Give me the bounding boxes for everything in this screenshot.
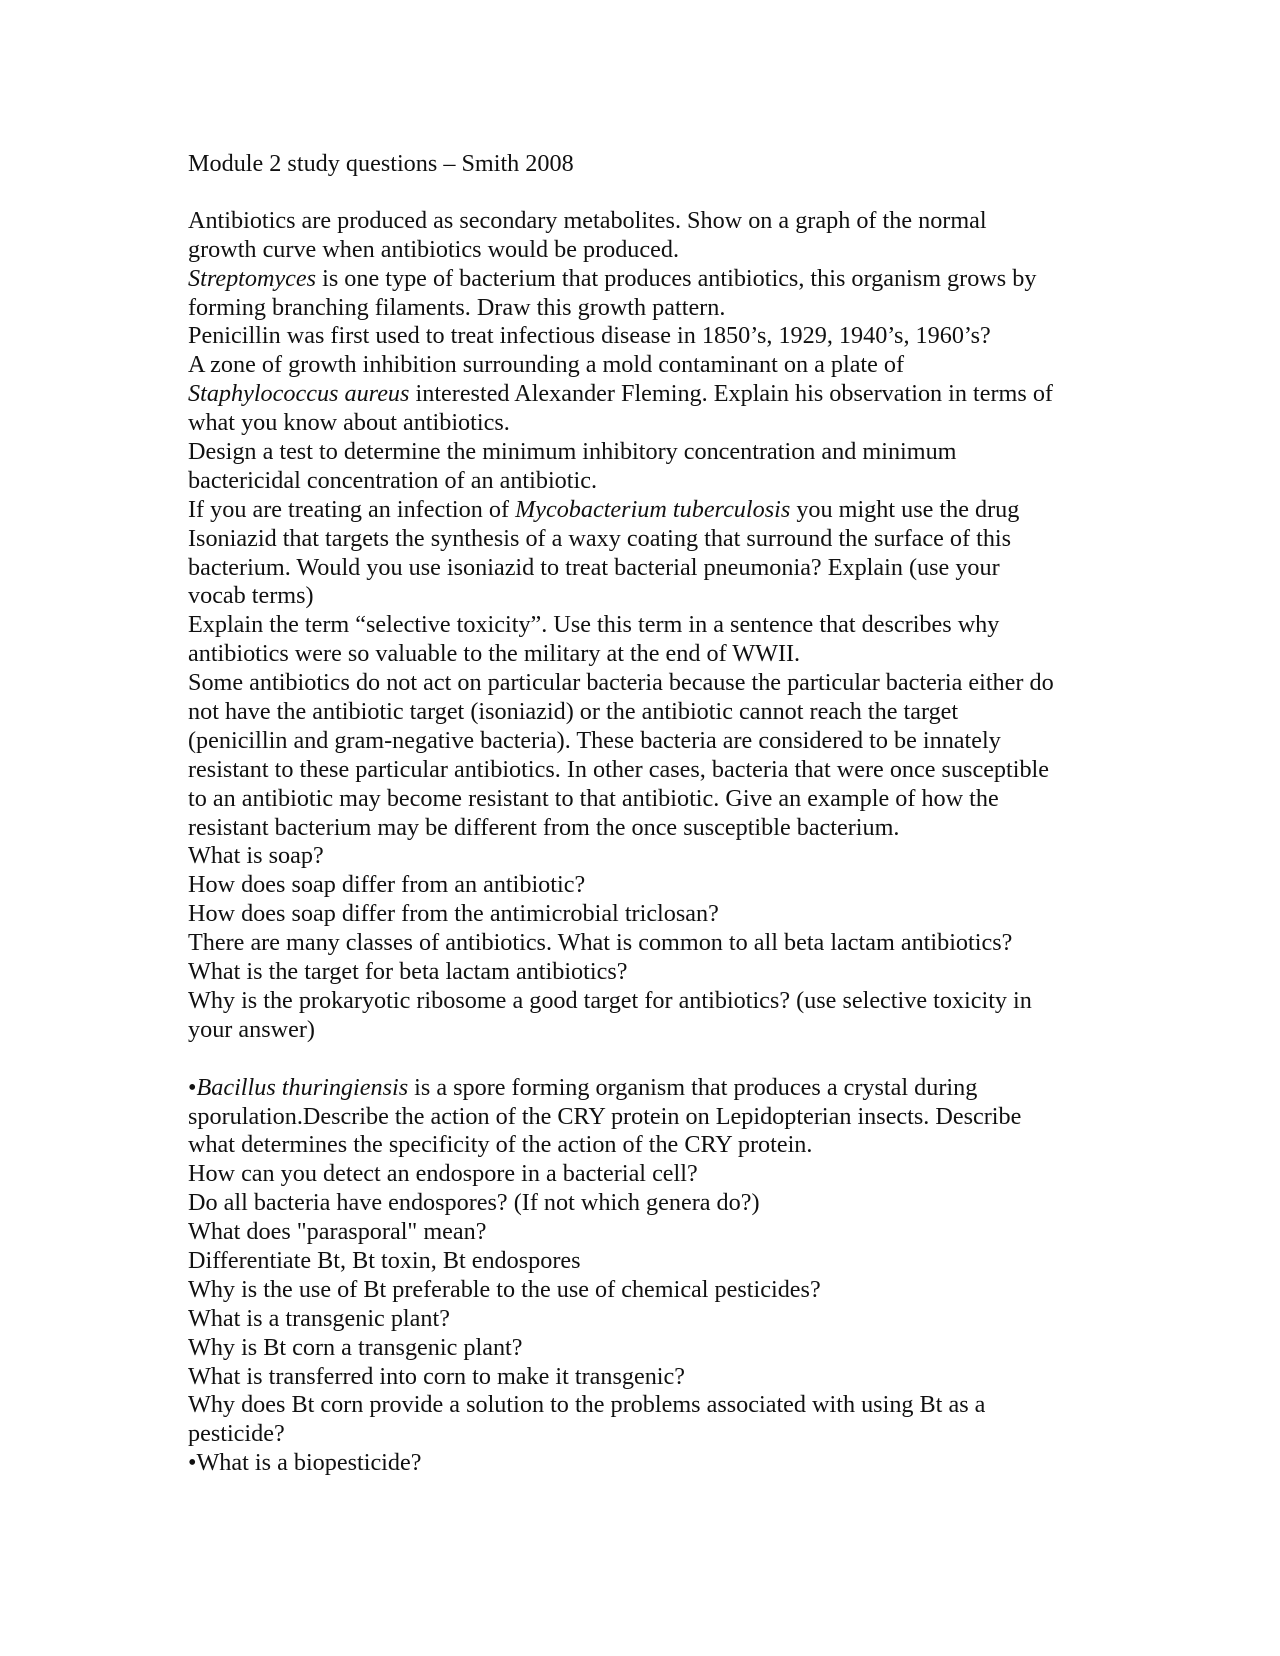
question-line: Antibiotics are produced as secondary metabolites. Show on a graph of the normal — [188, 206, 987, 234]
question-line: How does soap differ from the antimicrobial triclosan? — [188, 900, 719, 928]
question-line: What is soap? — [188, 842, 324, 870]
question-text: If you are treating an infection of — [188, 495, 516, 523]
question-line: Do all bacteria have endospores? (If not which genera do?) — [188, 1189, 760, 1217]
question-line: How does soap differ from an antibiotic? — [188, 871, 586, 899]
question-line: (penicillin and gram-negative bacteria). These bacteria are considered to be innately — [188, 726, 1001, 754]
question-line: forming branching filaments. Draw this growth pattern. — [188, 293, 726, 321]
question-line: There are many classes of antibiotics. What is common to all beta lactam antibiotics? — [188, 929, 1013, 957]
paragraph-spacer — [188, 1045, 1188, 1074]
question-line: Some antibiotics do not act on particular bacteria because the particular bacteria either do — [188, 669, 1054, 697]
question-line: your answer) — [188, 1015, 315, 1043]
question-line: sporulation.Describe the action of the CRY protein on Lepidopterian insects. Describe — [188, 1102, 1022, 1130]
question-line: What does "parasporal" mean? — [188, 1218, 487, 1246]
page-title: Module 2 study questions – Smith 2008 — [188, 150, 574, 177]
question-line: Explain the term “selective toxicity”. Use this term in a sentence that describes why — [188, 611, 1000, 639]
question-line: Why does Bt corn provide a solution to the problems associated with using Bt as a — [188, 1391, 986, 1419]
question-line: bactericidal concentration of an antibiotic. — [188, 466, 597, 494]
document-body — [188, 150, 1188, 1478]
question-line: resistant to these particular antibiotics. In other cases, bacteria that were once susceptible — [188, 755, 1050, 783]
question-line: How can you detect an endospore in a bacterial cell? — [188, 1160, 698, 1188]
bullet: • — [188, 1073, 197, 1101]
question-line — [188, 380, 1188, 409]
question-text: interested Alexander Fleming. Explain his observation in terms of — [409, 380, 1053, 408]
question-line: what you know about antibiotics. — [188, 409, 510, 437]
question-line: •What is a biopesticide? — [188, 1449, 422, 1477]
question-line — [188, 1074, 1188, 1103]
question-line: vocab terms) — [188, 582, 314, 610]
question-line: antibiotics were so valuable to the military at the end of WWII. — [188, 640, 801, 668]
organism-name: Bacillus thuringiensis — [196, 1073, 409, 1101]
question-line: Differentiate Bt, Bt toxin, Bt endospores — [188, 1246, 581, 1274]
bt-questions — [188, 1074, 1188, 1478]
question-line — [188, 496, 1188, 525]
organism-name: Staphylococcus aureus — [188, 380, 410, 408]
question-line: bacterium. Would you use isoniazid to treat bacterial pneumonia? Explain (use your — [188, 553, 1000, 581]
question-line: A zone of growth inhibition surrounding a mold contaminant on a plate of — [188, 351, 905, 379]
question-line: Why is Bt corn a transgenic plant? — [188, 1333, 523, 1361]
question-line: what determines the specificity of the action of the CRY protein. — [188, 1131, 813, 1159]
question-text: you might use the drug — [790, 495, 1020, 523]
question-line: pesticide? — [188, 1420, 285, 1448]
question-line: Design a test to determine the minimum inhibitory concentration and minimum — [188, 438, 957, 466]
question-line: What is a transgenic plant? — [188, 1304, 450, 1332]
question-line — [188, 265, 1188, 294]
question-line: to an antibiotic may become resistant to that antibiotic. Give an example of how the — [188, 784, 999, 812]
question-line: Why is the prokaryotic ribosome a good target for antibiotics? (use selective toxicity in — [188, 986, 1032, 1014]
question-line: Isoniazid that targets the synthesis of a waxy coating that surround the surface of this — [188, 524, 1012, 552]
organism-name: Streptomyces — [188, 264, 317, 292]
organism-name: Mycobacterium tuberculosis — [515, 495, 791, 523]
question-line: resistant bacterium may be different from the once susceptible bacterium. — [188, 813, 900, 841]
question-line: What is transferred into corn to make it transgenic? — [188, 1362, 686, 1390]
question-line: growth curve when antibiotics would be produced. — [188, 235, 680, 263]
question-line: What is the target for beta lactam antibiotics? — [188, 958, 628, 986]
question-line: Penicillin was first used to treat infectious disease in 1850’s, 1929, 1940’s, 1960’s? — [188, 322, 991, 350]
question-line: Why is the use of Bt preferable to the use of chemical pesticides? — [188, 1275, 821, 1303]
question-text: is one type of bacterium that produces antibiotics, this organism grows by — [316, 264, 1037, 292]
question-line: not have the antibiotic target (isoniazid) or the antibiotic cannot reach the target — [188, 698, 959, 726]
question-text: is a spore forming organism that produces a crystal during — [408, 1073, 978, 1101]
antibiotics-questions — [188, 207, 1188, 1045]
